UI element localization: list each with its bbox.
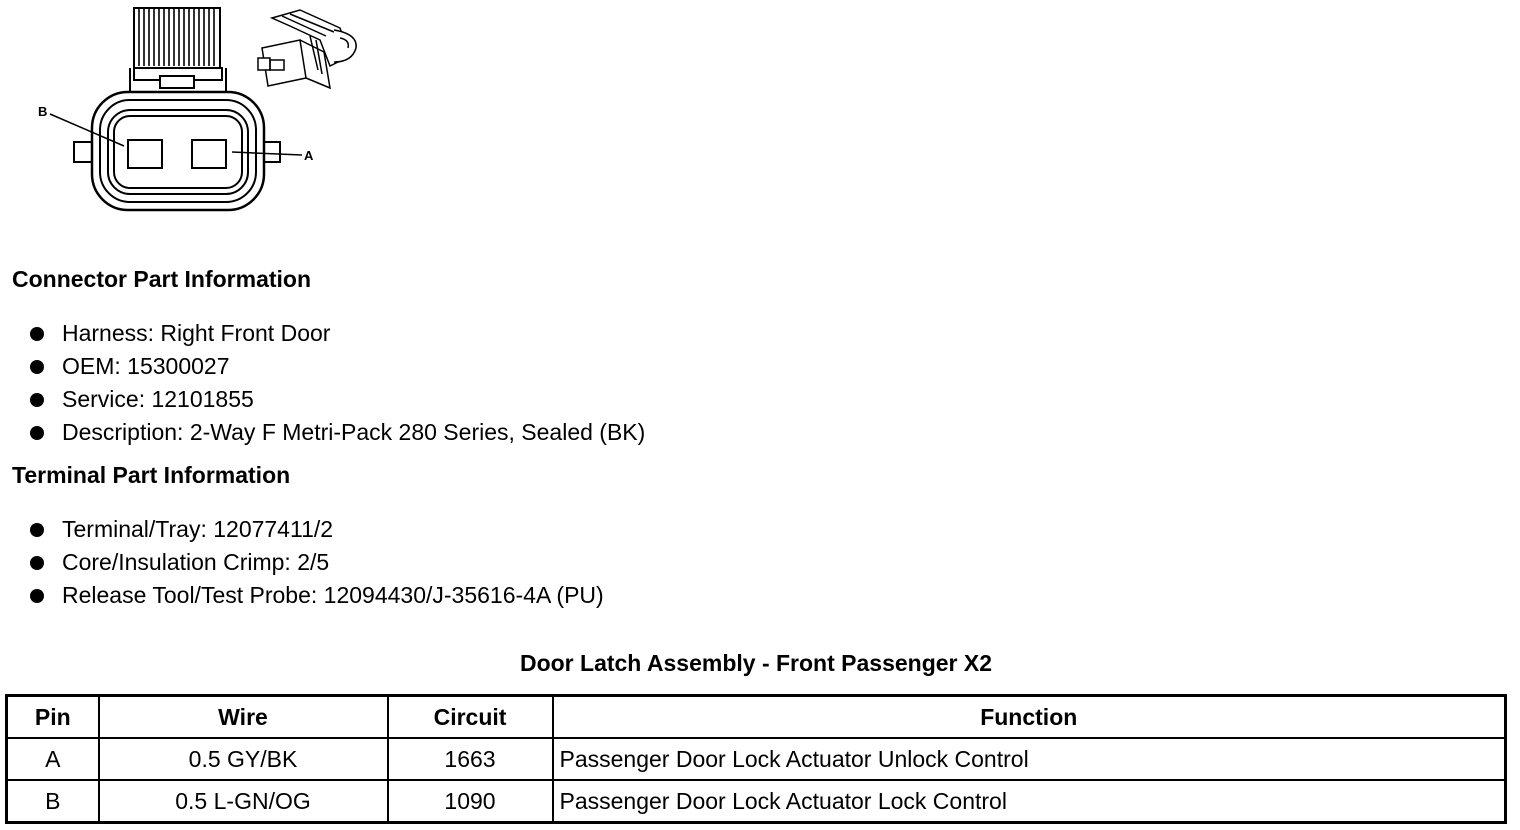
header-function: Function <box>553 696 1506 739</box>
table-row <box>7 738 1506 780</box>
cell-wire: 0.5 L-GN/OG <box>99 780 388 823</box>
pin-a-label: A <box>304 148 314 163</box>
header-pin: Pin <box>7 696 99 739</box>
list-item: Core/Insulation Crimp: 2/5 <box>30 546 604 579</box>
table-title: Door Latch Assembly - Front Passenger X2 <box>519 650 993 676</box>
connector-info-list <box>30 317 645 449</box>
list-item: Release Tool/Test Probe: 12094430/J-35616-4A (PU) <box>30 579 604 612</box>
connector-diagram <box>0 0 380 225</box>
header-wire: Wire <box>99 696 388 739</box>
header-circuit: Circuit <box>388 696 553 739</box>
cell-function: Passenger Door Lock Actuator Lock Control <box>553 780 1506 823</box>
list-item: Description: 2-Way F Metri-Pack 280 Series, Sealed (BK) <box>30 416 645 449</box>
table-header-row <box>7 696 1506 739</box>
cell-function: Passenger Door Lock Actuator Unlock Control <box>553 738 1506 780</box>
terminal-info-list <box>30 513 604 612</box>
cell-wire: 0.5 GY/BK <box>99 738 388 780</box>
pinout-table <box>5 694 1507 824</box>
list-item: Harness: Right Front Door <box>30 317 645 350</box>
connector-section-title: Connector Part Information <box>12 266 312 292</box>
list-item: Service: 12101855 <box>30 383 645 416</box>
table-row <box>7 780 1506 823</box>
cell-circuit: 1090 <box>388 780 553 823</box>
list-item: Terminal/Tray: 12077411/2 <box>30 513 604 546</box>
cell-pin: B <box>7 780 99 823</box>
pin-b-label: B <box>38 104 48 119</box>
cell-pin: A <box>7 738 99 780</box>
list-item: OEM: 15300027 <box>30 350 645 383</box>
cell-circuit: 1663 <box>388 738 553 780</box>
terminal-section-title: Terminal Part Information <box>12 462 291 488</box>
